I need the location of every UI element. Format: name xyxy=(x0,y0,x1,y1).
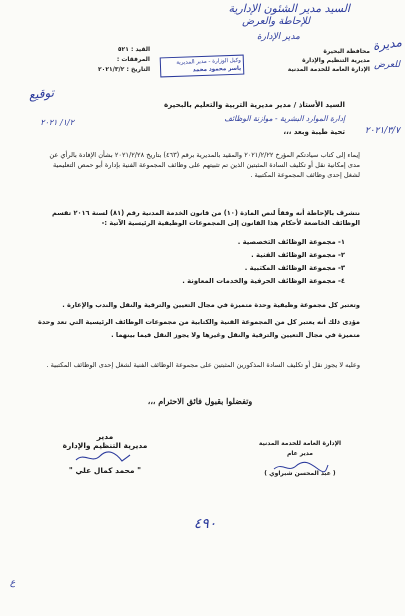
paragraph-5: وعليه لا يجوز نقل أو تكليف السادة المذكورين المثبتين على مجموعة الوظائف الفنية لشغل إحدى الوظائف المكتبية . xyxy=(46,361,360,369)
list-item: ١- مجموعة الوظائف التخصصية . xyxy=(237,238,345,246)
list-item: ٣- مجموعة الوظائف المكتبية . xyxy=(244,264,345,272)
ministry-line1: محافظة البحيرة xyxy=(323,48,370,55)
paragraph-3: وتعتبر كل مجموعة وظيفية وحدة متميزة في مجال التعيين والترقية والنقل والندب والإعارة . xyxy=(62,301,360,309)
right-margin-sub: للعرض xyxy=(374,60,400,70)
attachments-field xyxy=(60,56,150,64)
sign-right-line2: مدير عام xyxy=(286,450,313,457)
sign-left-name: " محمد كمال علي " xyxy=(68,466,142,475)
stamp-line2: ياسر محمود محمد xyxy=(192,65,242,74)
number-value: ٥٢١ xyxy=(117,46,129,53)
sign-right-line1: الإدارة العامة للخدمة المدنية xyxy=(258,440,342,447)
groups-list xyxy=(120,236,345,288)
sign-left-line2: مديرية التنظيم والإدارة xyxy=(62,441,148,450)
addressee-sub: إدارة الموارد البشرية - موازنة الوظائف xyxy=(224,114,345,123)
signature-left xyxy=(30,432,180,475)
right-margin-note: مديرة xyxy=(371,35,403,53)
left-signature: توقيع xyxy=(27,85,55,102)
number-label: القيد : xyxy=(130,46,150,53)
list-item: ٤- مجموعة الوظائف الحرفية والخدمات المعاونة . xyxy=(182,277,345,285)
handwritten-note-line1: السيد مدير الشئون الإدارية xyxy=(228,2,350,15)
left-signature-date: ١/٢/ ٢٠٢١ xyxy=(40,118,74,127)
number-field xyxy=(60,46,150,54)
sign-right-scribble xyxy=(230,458,370,470)
addressee-title: السيد الأستاذ / مدير مديرية التربية والتعليم بالبحيرة xyxy=(163,100,345,109)
ministry-line2: مديرية التنظيم والإدارة xyxy=(302,57,370,64)
stamp-line1: وكيل الوزارة - مدير المديرية xyxy=(176,57,241,66)
signature-scribble-icon xyxy=(70,450,140,466)
paragraph-4: مؤدى ذلك أنه يعتبر كل من المجموعة الفنية والكتابية من مجموعات الوظائف الرئيسية التي تعد وحدة متميزة في مجال التعيين والترقية والنقل وغيرها ولا يجوز النقل فيما بينهما . xyxy=(37,318,360,339)
paragraph-2: نتشرف بالإحاطة أنه وفقاً لنص المادة (١٠) من قانون الخدمة المدنية رقم (٨١) لسنة ٢٠١٦ تقسم الوظائف الخاضعة لأحكام هذا القانون إلى المجموعات الوظيفية الرئيسية الآتية :- xyxy=(52,209,360,227)
list-item: ٢- مجموعة الوظائف الفنية . xyxy=(251,251,345,259)
sign-left-line1: مدير xyxy=(96,432,114,441)
side-reference-date: ٢٠٢١/٣/٧ xyxy=(364,126,400,136)
official-stamp xyxy=(160,55,245,78)
handwritten-note-line3: مدير الإدارة xyxy=(256,32,300,42)
date-field xyxy=(60,66,150,74)
sign-left-scribble xyxy=(30,450,180,466)
greeting: تحية طيبة وبعد ،،، xyxy=(283,128,345,136)
ministry-line3: الإدارة العامة للخدمة المدنية xyxy=(287,66,370,73)
bottom-handwritten-number: ٤٩٠ xyxy=(193,516,217,532)
sign-right-name: ( عبد المحسن شبراوي ) xyxy=(264,470,336,477)
paragraph-1: إيماء إلى كتاب سيادتكم المؤرخ ٢٠٢١/٢/٢٢ والمقيد بالمديرية برقم (٤٦٣) بتاريخ ٢٠٢١/٢/٢٨ بشأن الإفادة بالرأي عن مدى إمكانية نقل أو تكليف السادة المثبتين الذين تم تثبيتهم على وظائف المجموعة الفنية بإدارة أبو حمص التعليمية لشغل إحدى وظائف المجموعة المكتبية . xyxy=(49,151,360,179)
date-value: ٢٠٢١/٣/٢ xyxy=(98,66,125,73)
closing-line: وتفضلوا بقبول فائق الاحترام ،،، xyxy=(147,396,253,406)
handwritten-note-line2: للإحاطة والعرض xyxy=(242,16,310,27)
attachments-label: المرفقات : xyxy=(116,56,150,63)
bottom-left-initials: ع xyxy=(10,578,16,588)
date-label: التاريخ : xyxy=(126,66,150,73)
signature-right xyxy=(230,440,370,478)
